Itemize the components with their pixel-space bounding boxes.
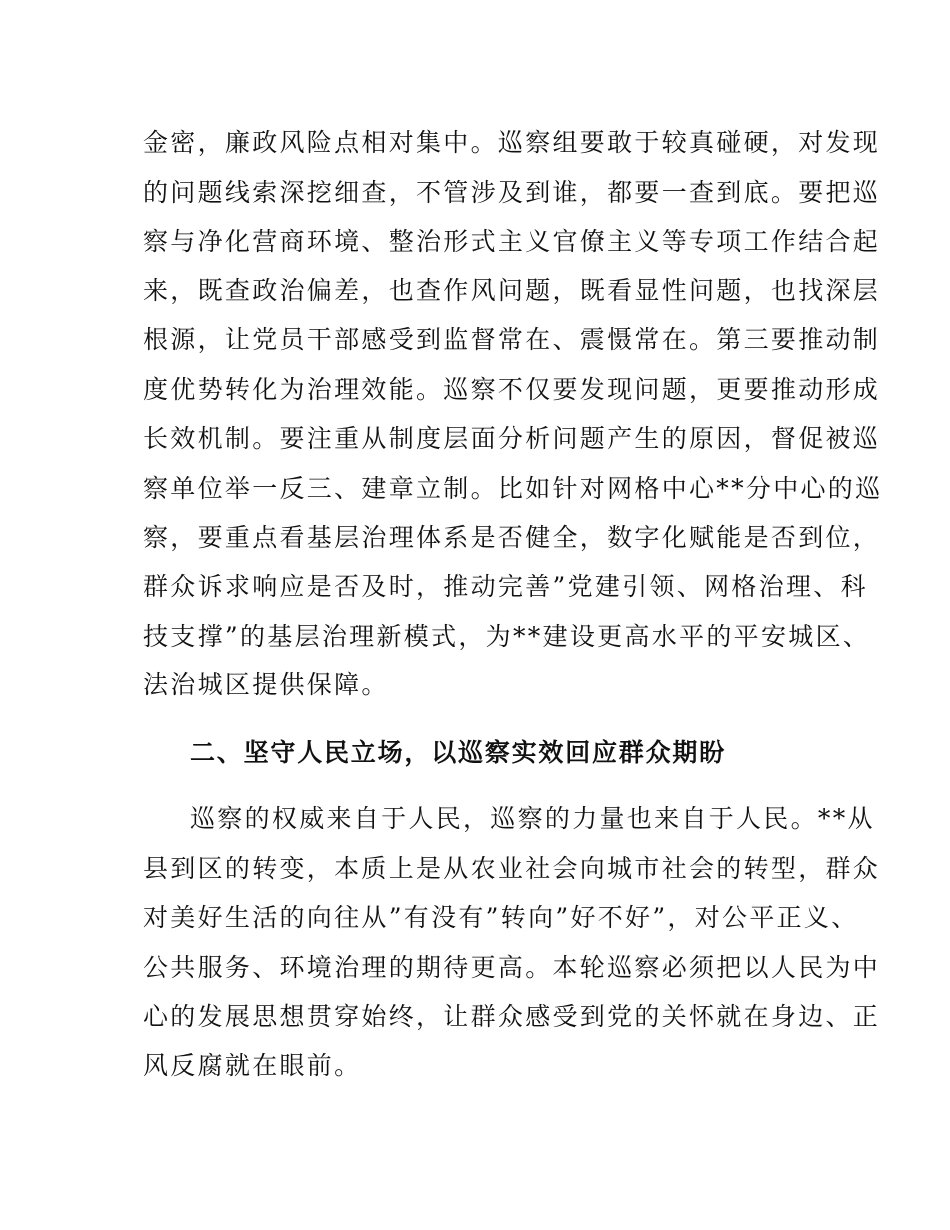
paragraph1-line: 度优势转化为治理效能。巡察不仅要发现问题，更要推动形成: [143, 375, 881, 404]
paragraph2-line: 公共服务、环境治理的期待更高。本轮巡察必须把以人民为中: [143, 953, 881, 982]
paragraph1-line: 察，要重点看基层治理体系是否健全，数字化赋能是否到位，: [143, 523, 881, 552]
paragraph2-line: 风反腐就在眼前。: [143, 1051, 362, 1080]
paragraph1-line: 的问题线索深挖细查，不管涉及到谁，都要一查到底。要把巡: [143, 178, 881, 207]
paragraph1-line: 来，既查政治偏差，也查作风问题，既看显性问题，也找深层: [143, 276, 881, 305]
paragraph2-line: 对美好生活的向往从”有没有”转向”好不好”，对公平正义、: [143, 903, 859, 932]
paragraph2-line: 巡察的权威来自于人民，巡察的力量也来自于人民。**从: [190, 804, 875, 833]
paragraph1-line: 长效机制。要注重从制度层面分析问题产生的原因，督促被巡: [143, 424, 881, 453]
section-heading: 二、坚守人民立场，以巡察实效回应群众期盼: [190, 738, 727, 767]
paragraph2-line: 心的发展思想贯穿始终，让群众感受到党的关怀就在身边、正: [143, 1002, 881, 1031]
paragraph1-line: 根源，让党员干部感受到监督常在、震慑常在。第三要推动制: [143, 325, 881, 354]
paragraph1-line: 技支撑”的基层治理新模式，为**建设更高水平的平安城区、: [143, 622, 871, 651]
paragraph2-line: 县到区的转变，本质上是从农业社会向城市社会的转型，群众: [143, 854, 881, 883]
paragraph1-line: 察与净化营商环境、整治形式主义官僚主义等专项工作结合起: [143, 227, 881, 256]
paragraph1-line: 法治城区提供保障。: [143, 670, 389, 699]
paragraph1-line: 察单位举一反三、建章立制。比如针对网格中心**分中心的巡: [143, 474, 883, 503]
paragraph1-line: 金密，廉政风险点相对集中。巡察组要敢于较真碰硬，对发现: [143, 128, 881, 157]
paragraph1-line: 群众诉求响应是否及时，推动完善”党建引领、网格治理、科: [143, 572, 868, 601]
